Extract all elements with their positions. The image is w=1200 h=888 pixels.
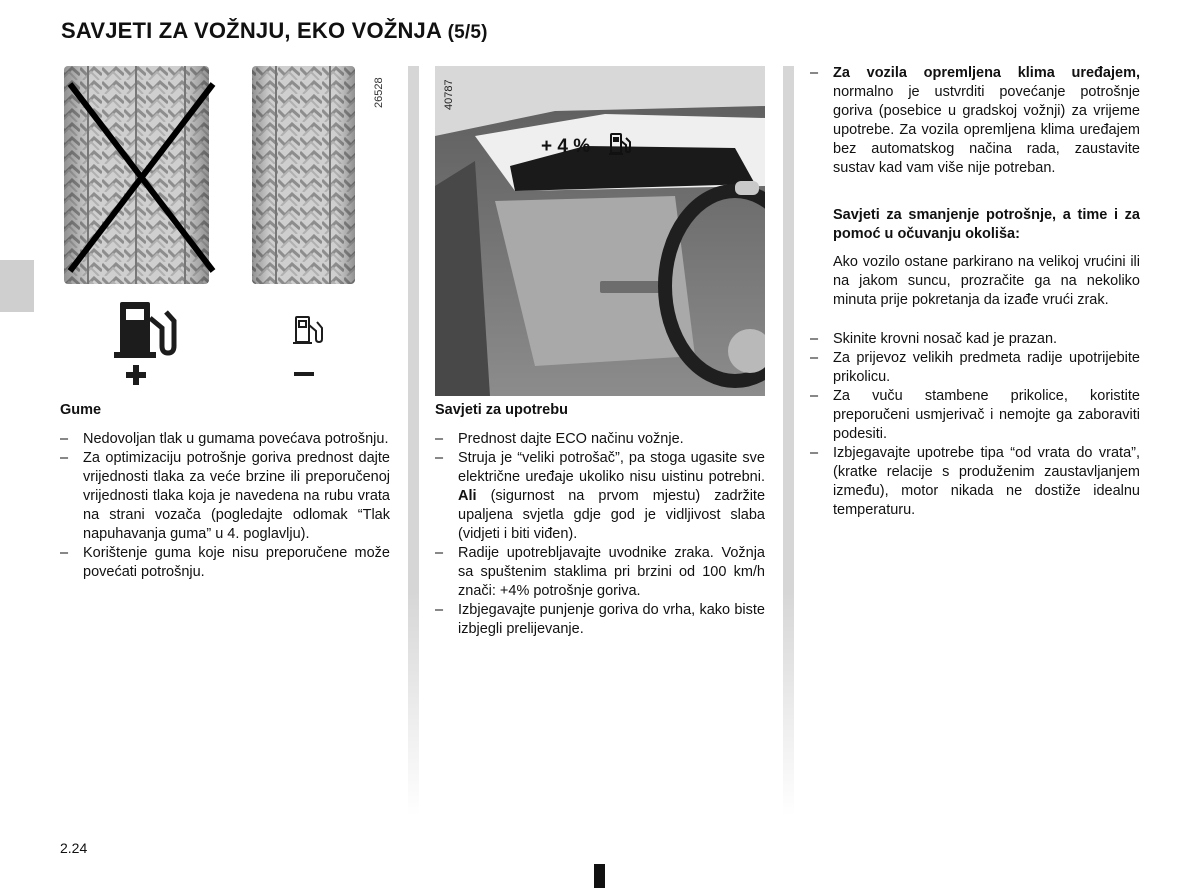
column-divider-right [783,66,794,816]
minus-sign [294,372,314,376]
list-item-text: normalno je ustvrditi povećanje potrošnje goriva (posebice u gradskoj vožnji) za vrijeme upotrebe. Za vozila opremljena klima uređajem bez automatskog načina rada, zaustavite sustav kad vam više nije potreban. [833,84,1140,176]
tips-list [810,330,1140,520]
section-heading-tyres: Gume [60,402,102,418]
list-item: – Skinite krovni nosač kad je prazan. [810,330,1140,349]
list-item [435,601,765,639]
list-item-text-rest: (sigurnost na prvom mjestu) zadržite upaljena svjetla gdje god je vidljivost slaba (vidjeti i biti viđen). [458,488,766,542]
correct-tyre [252,66,355,284]
page-title [61,18,488,44]
figure-ref-interior: 40787 [443,79,455,110]
figure-ref-tyres: 26528 [373,77,385,108]
section-heading-usage: Savjeti za upotrebu [435,402,568,418]
tyre-illustration [58,66,393,396]
list-item [435,544,765,601]
list-item-lead: Za vozila opremljena klima uređajem, [833,65,1140,81]
list-item [435,449,765,544]
fuel-pump-small-icon [293,317,322,343]
plus-sign [126,365,146,385]
fuel-pump-icon [609,132,631,156]
list-item [810,64,1140,178]
list-item: – Za vuču stambene prikolice, koristite preporučeni usmjerivač i nemojte ga zaboraviti podesiti. [810,387,1140,444]
list-item: – Korištenje guma koje nisu preporučene može povećati potrošnju. [60,544,390,582]
list-item-text: Izbjegavajte punjenje goriva do vrha, kako biste izbjegli prelijevanje. [458,602,765,637]
consumption-overlay: + 4 % [541,136,591,157]
list-item [435,430,765,449]
tyres-list [60,430,390,582]
usage-list [435,430,765,639]
list-item: – Za optimizaciju potrošnje goriva prednost dajte vrijednosti tlaka za veće brzine ili preporučenoj vrijednosti tlaka koja je navedena na rubu vrata na strani vozača (pogledajte odlomak “Tlak napuhavanja guma” u 4. poglavlju). [60,449,390,544]
chapter-tab-marker [0,260,34,312]
list-item-emphasis: Ali [458,488,477,504]
list-item-text: Prednost dajte ECO načinu vožnje. [458,431,684,447]
page-edge-mark [594,864,605,888]
title-text: SAVJETI ZA VOŽNJU, EKO VOŽNJA [61,18,442,43]
list-item-text: Radije upotrebljavajte uvodnike zraka. Vožnja sa spuštenim staklima pri brzini od 100 km/h znači: +4% potrošnje goriva. [458,545,765,599]
list-item-text: Struja je “veliki potrošač”, pa stoga ugasite sve električne uređaje ukoliko nisu uistinu potrebni. [458,450,765,485]
fuel-pump-large-icon [114,302,174,358]
tips-heading: Savjeti za smanjenje potrošnje, a time i za pomoć u očuvanju okoliša: [833,207,1140,242]
column-divider-left [408,66,419,816]
list-item: – Nedovoljan tlak u gumama povećava potrošnju. [60,430,390,449]
car-interior-illustration [435,66,765,396]
title-part: (5/5) [447,22,488,43]
list-item: – Izbjegavajte upotrebe tipa “od vrata do vrata”, (kratke relacije s produženim zaustavljanjem između), motor nikada ne dostiže idealnu temperaturu. [810,444,1140,520]
tips-intro: Ako vozilo ostane parkirano na velikoj vrućini ili na jakom suncu, prozračite ga na nekoliko minuta prije pokretanja da izađe vrući zrak. [833,254,1140,308]
list-item: – Za prijevoz velikih predmeta radije upotrijebite prikolicu. [810,349,1140,387]
air-conditioning-note [810,64,1140,178]
page-number: 2.24 [60,840,88,856]
